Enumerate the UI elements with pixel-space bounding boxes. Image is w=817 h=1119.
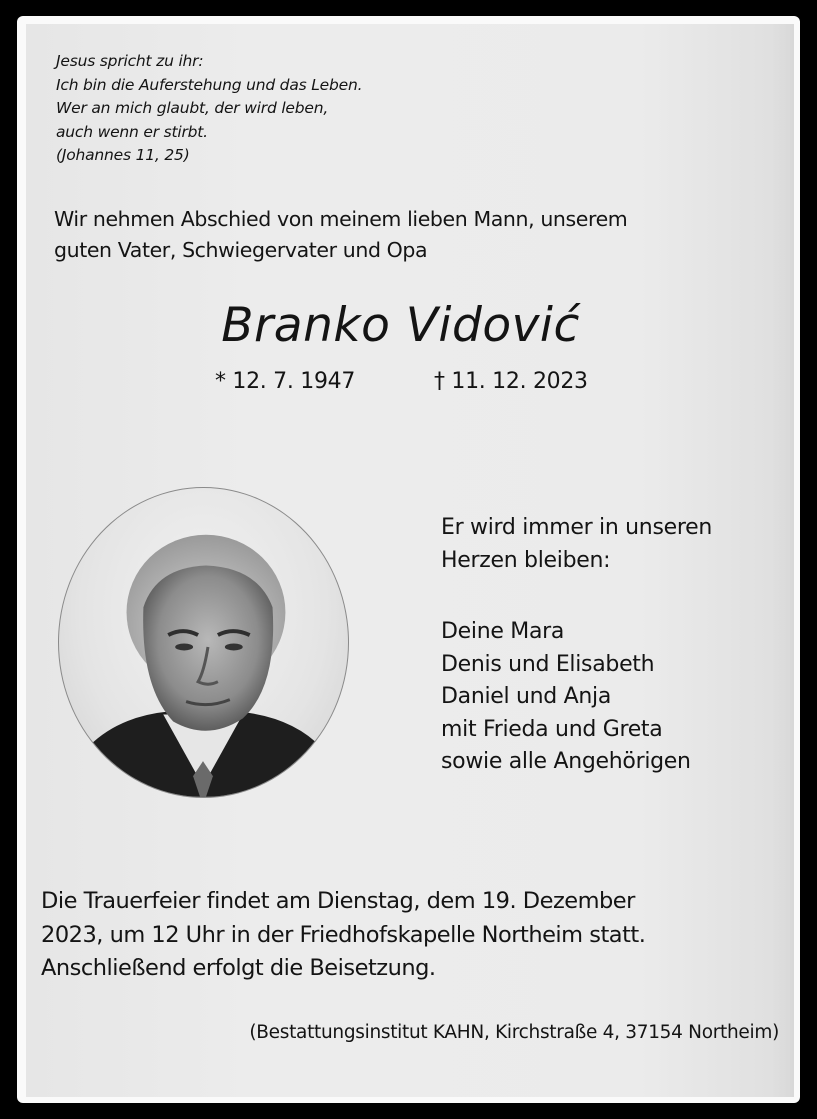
birth-date: * 12. 7. 1947 xyxy=(215,369,356,394)
mourner-name: Daniel und Anja xyxy=(441,684,612,709)
mourners-heading-line: Herzen bleiben: xyxy=(441,547,611,573)
deceased-name-text: Branko Vidović xyxy=(221,298,580,353)
verse-line: Jesus spricht zu ihr: xyxy=(56,52,204,70)
mourner-name: sowie alle Angehörigen xyxy=(441,749,691,774)
intro-line: guten Vater, Schwiegervater und Opa xyxy=(54,238,428,262)
farewell-intro xyxy=(54,204,627,266)
deceased-name xyxy=(0,298,817,353)
portrait-photo xyxy=(58,487,349,798)
mourner-name: Deine Mara xyxy=(441,619,565,644)
mourner-name: Denis und Elisabeth xyxy=(441,651,655,677)
spacer xyxy=(441,577,712,616)
ceremony-notice xyxy=(41,885,645,986)
ceremony-line: Die Trauerfeier findet am Dienstag, dem 19. Dezember xyxy=(41,888,635,914)
mourners-heading-line: Er wird immer in unseren xyxy=(441,515,712,540)
mourners-block xyxy=(441,512,712,779)
death-date: † 11. 12. 2023 xyxy=(434,369,588,394)
verse-line: Ich bin die Auferstehung und das Leben. xyxy=(56,75,363,94)
funeral-home-info: (Bestattungsinstitut KAHN, Kirchstraße 4, 37154 Northeim) xyxy=(249,1022,779,1043)
ceremony-line: 2023, um 12 Uhr in der Friedhofskapelle Northeim statt. xyxy=(41,921,646,948)
portrait-illustration xyxy=(59,488,348,797)
verse-line: Wer an mich glaubt, der wird leben, xyxy=(56,99,329,117)
bible-verse xyxy=(56,50,362,168)
intro-line: Wir nehmen Abschied von meinem lieben Mann, unserem xyxy=(54,207,628,231)
verse-line: auch wenn er stirbt. xyxy=(56,122,208,141)
ceremony-line: Anschließend erfolgt die Beisetzung. xyxy=(41,955,436,981)
verse-reference: (Johannes 11, 25) xyxy=(56,146,190,164)
mourner-name: mit Frieda und Greta xyxy=(441,716,663,742)
